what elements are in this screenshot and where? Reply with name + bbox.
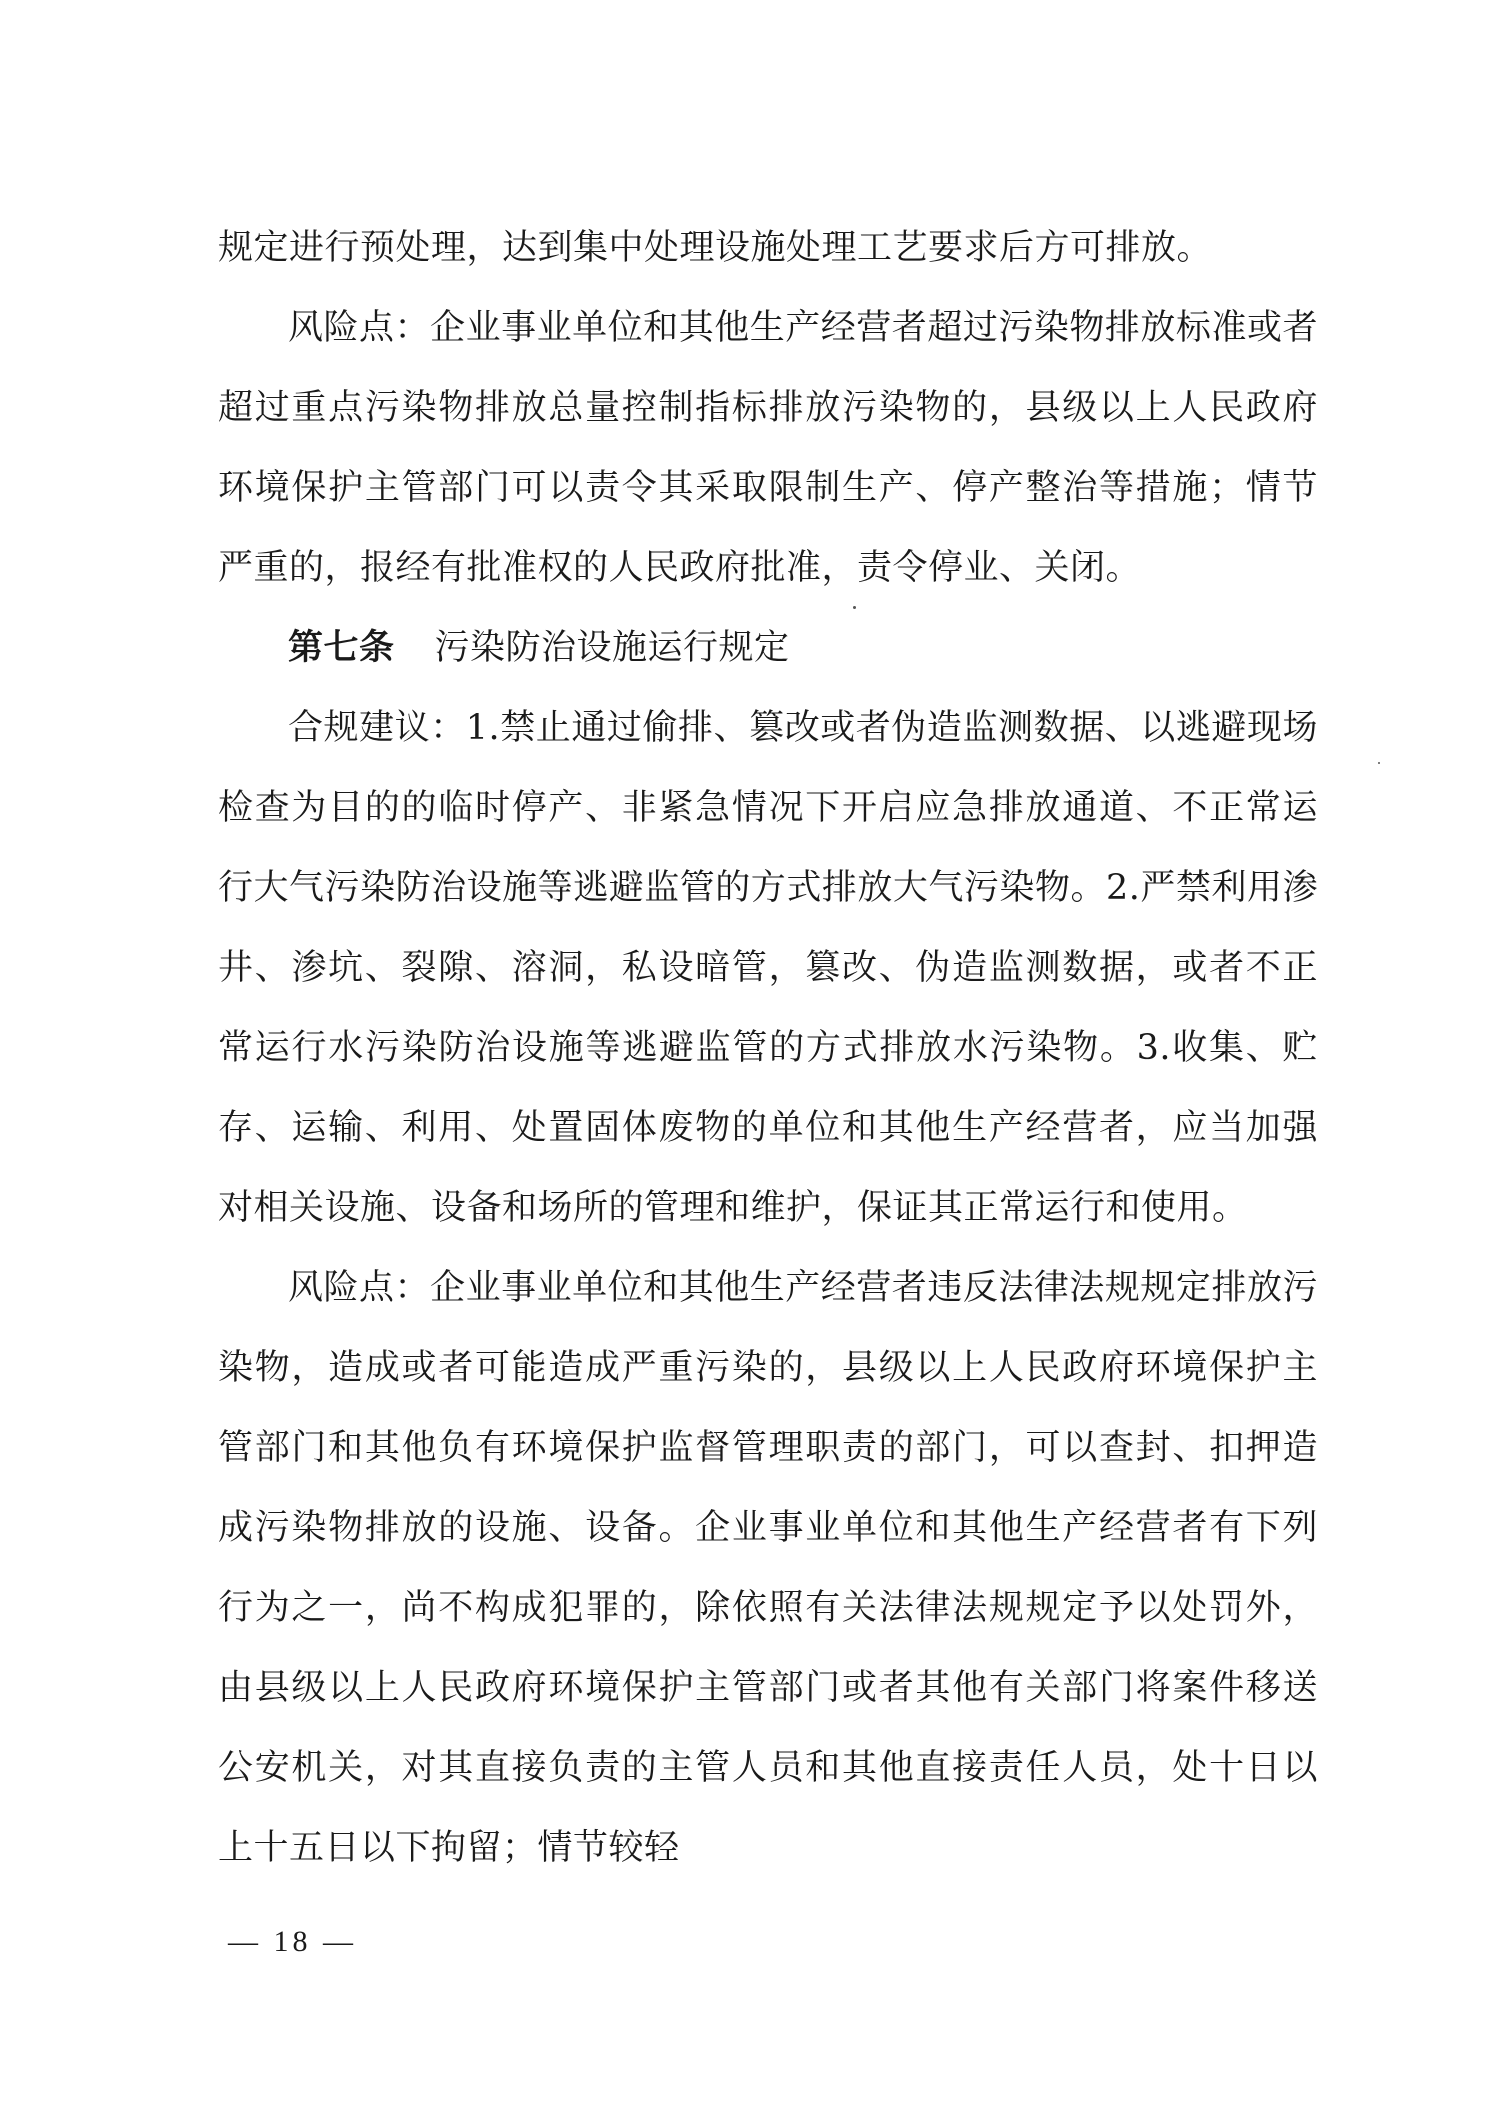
page-number: — 18 — [228, 1925, 357, 1958]
body-text [218, 208, 1318, 1888]
article-title: 污染防治设施运行规定 [434, 628, 790, 668]
article-heading [218, 608, 1318, 688]
scan-speck [853, 606, 856, 609]
paragraph-continuation: 规定进行预处理，达到集中处理设施处理工艺要求后方可排放。 [218, 228, 1213, 268]
paragraph-compliance-advice: 合规建议：1.禁止通过偷排、篡改或者伪造监测数据、以逃避现场检查为目的的临时停产、非紧急情况下开启应急排放通道、不正常运行大气污染防治设施等逃避监管的方式排放大气污染物。2.严禁利用渗井、渗坑、裂隙、溶洞，私设暗管，篡改、伪造监测数据，或者不正常运行水污染防治设施等逃避监管的方式排放水污染物。3.收集、贮存、运输、利用、处置固体废物的单位和其他生产经营者，应当加强对相关设施、设备和场所的管理和维护，保证其正常运行和使用。 [218, 708, 1318, 1228]
paragraph-risk-point-1: 风险点：企业事业单位和其他生产经营者超过污染物排放标准或者超过重点污染物排放总量控制指标排放污染物的，县级以上人民政府环境保护主管部门可以责令其采取限制生产、停产整治等措施；情节严重的，报经有批准权的人民政府批准，责令停业、关闭。 [218, 308, 1318, 588]
scan-speck [1378, 762, 1380, 764]
article-number: 第七条 [288, 628, 395, 668]
paragraph-risk-point-2: 风险点：企业事业单位和其他生产经营者违反法律法规规定排放污染物，造成或者可能造成严重污染的，县级以上人民政府环境保护主管部门和其他负有环境保护监督管理职责的部门，可以查封、扣押造成污染物排放的设施、设备。企业事业单位和其他生产经营者有下列行为之一，尚不构成犯罪的，除依照有关法律法规规定予以处罚外，由县级以上人民政府环境保护主管部门或者其他有关部门将案件移送公安机关，对其直接负责的主管人员和其他直接责任人员，处十日以上十五日以下拘留；情节较轻 [218, 1268, 1318, 1868]
